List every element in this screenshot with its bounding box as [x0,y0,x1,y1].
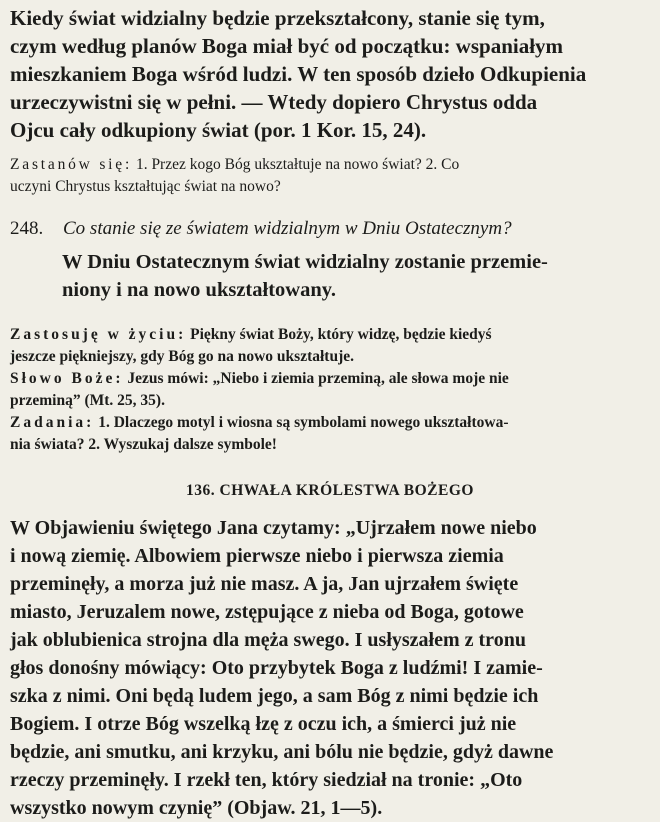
apply-line [10,324,492,346]
reflect-line [10,154,459,176]
tasks-label: Zadania: [10,414,95,431]
apply-text: Piękny świat Boży, który widzę, będzie kiedyś [186,326,492,343]
main-line: jak oblubienica strojna dla męża swego. I usłyszałem z tronu [10,629,526,651]
main-line: będzie, ani smutku, ani krzyku, ani bólu nie będzie, gdyż dawne [10,741,554,763]
intro-line: mieszkaniem Boga wśród ludzi. W ten sposób dzieło Odkupienia [10,62,587,86]
answer-line: W Dniu Ostatecznym świat widzialny zostanie przemie- [62,251,548,273]
main-line: W Objawieniu świętego Jana czytamy: „Ujrzałem nowe niebo [10,517,537,539]
intro-line: Kiedy świat widzialny będzie przekształcony, stanie się tym, [10,6,545,30]
question-text: Co stanie się ze światem widzialnym w Dniu Ostatecznym? [63,218,512,239]
question-number: 248. [10,218,44,239]
word-line [10,368,509,390]
tasks-text: 1. Dlaczego motyl i wiosna są symbolami nowego ukształtowa- [94,414,509,431]
tasks-line: nia świata? 2. Wyszukaj dalsze symbole! [10,436,277,453]
word-label: Słowo Boże: [10,370,124,387]
main-line: przeminęły, a morza już nie masz. A ja, Jan ujrzałem święte [10,573,519,595]
reflect-label: Zastanów się: [10,156,133,173]
main-line: szka z nimi. Oni będą ludem jego, a sam Bóg z nimi będzie ich [10,685,539,707]
apply-label: Zastosuję w życiu: [10,326,187,343]
reflect-line: uczyni Chrystus kształtując świat na nowo? [10,178,281,195]
word-line: przeminą” (Mt. 25, 35). [10,392,165,409]
apply-line: jeszcze piękniejszy, gdy Bóg go na nowo ukształtuje. [10,348,355,365]
main-line: miasto, Jeruzalem nowe, zstępujące z nieba od Boga, gotowe [10,601,524,623]
main-line: rzeczy przeminęły. I rzekł ten, który siedział na tronie: „Oto [10,769,523,791]
main-line: i nową ziemię. Albowiem pierwsze niebo i pierwsza ziemia [10,545,504,567]
word-text: Jezus mówi: „Niebo i ziemia przeminą, ale słowa moje nie [123,370,509,387]
answer-line: niony i na nowo ukształtowany. [62,279,336,301]
main-line: głos donośny mówiący: Oto przybytek Boga z ludźmi! I zamie- [10,657,543,679]
intro-line: urzeczywistni się w pełni. — Wtedy dopiero Chrystus odda [10,90,538,114]
tasks-line [10,412,509,434]
intro-line: Ojcu cały odkupiony świat (por. 1 Kor. 15, 24). [10,118,427,142]
main-line: wszystko nowym czynię” (Objaw. 21, 1—5). [10,797,383,819]
reflect-text: 1. Przez kogo Bóg ukształtuje na nowo świat? 2. Co [132,156,460,173]
intro-line: czym według planów Boga miał być od początku: wspaniałym [10,34,564,58]
section-heading: 136. CHWAŁA KRÓLESTWA BOŻEGO [186,482,474,499]
main-line: Bogiem. I otrze Bóg wszelką łzę z oczu ich, a śmierci już nie [10,713,517,735]
